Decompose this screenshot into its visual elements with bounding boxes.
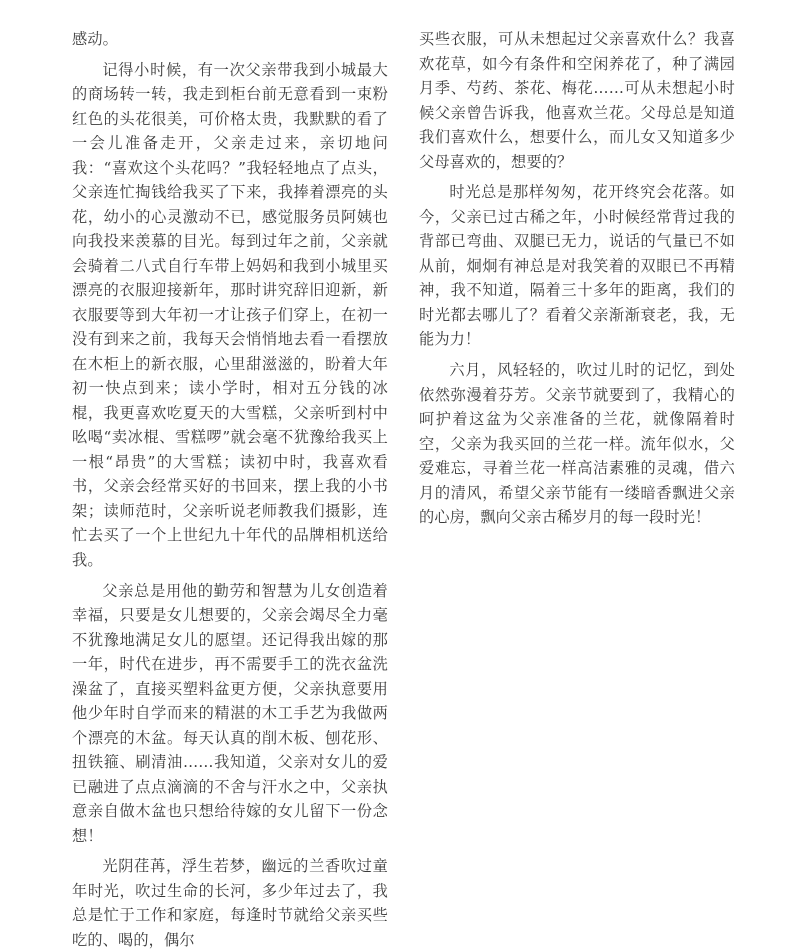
paragraph-continuation: 感动。 — [72, 30, 119, 48]
paragraph-fathers-day: 六月，风轻轻的，吹过儿时的记忆，到处依然弥漫着芬芳。父亲节就要到了，我精心的呵护着这盆为父亲准备的兰花，就像隔着时空，父亲为我买回的兰花一样。流年似水，父爱难忘，寻着兰花一样高洁素雅的灵魂，借六月的清风，希望父亲节能有一缕暗香飘进父亲的心房，飘向父亲古稀岁月的每一段时光！ — [419, 361, 735, 527]
paragraph-wooden-basin: 父亲总是用他的勤劳和智慧为儿女创造着幸福，只要是女儿想要的，父亲会竭尽全力毫不犹豫地满足女儿的愿望。还记得我出嫁的那一年，时代在进步，再不需要手工的洗衣盆洗澡盆了，直接买塑料盆更方便，父亲执意要用他少年时自学而来的精湛的木工手艺为我做两个漂亮的木盆。每天认真的削木板、刨花形、扭铁箍、刷清油……我知道，父亲对女儿的爱已融进了点点滴滴的不舍与汗水之中，父亲执意亲自做木盆也只想给待嫁的女儿留下一份念想！ — [72, 581, 388, 845]
paragraph-father-likes-orchids: 买些衣服，可从未想起过父亲喜欢什么？我喜欢花草，如今有条件和空闲养花了，种了满园月季、芍药、茶花、梅花……可从未想起小时候父亲曾告诉我，他喜欢兰花。父母总是知道我们喜欢什么，想要什么，而儿女又知道多少父母喜欢的，想要的？ — [419, 30, 735, 171]
left-column — [72, 27, 388, 952]
right-column — [419, 27, 735, 530]
paragraph-time-passes: 光阴荏苒，浮生若梦，幽远的兰香吹过童年时光，吹过生命的长河，多少年过去了，我总是忙于工作和家庭，每逢时节就给父亲买些吃的、喝的，偶尔 — [72, 857, 388, 949]
paragraph-father-aging: 时光总是那样匆匆，花开终究会花落。如今，父亲已过古稀之年，小时候经常背过我的背部已弯曲、双腿已无力，说话的气量已不如从前，炯炯有神总是对我笑着的双眼已不再精神，我不知道，隔着三十多年的距离，我们的时光都去哪儿了？看着父亲渐渐衰老，我，无能为力！ — [419, 183, 735, 349]
paragraph-childhood-memories: 记得小时候，有一次父亲带我到小城最大的商场转一转，我走到柜台前无意看到一束粉红色的头花很美，可价格太贵，我默默的看了一会儿准备走开，父亲走过来，亲切地问我：“喜欢这个头花吗？”我轻轻地点了点头，父亲连忙掏钱给我买了下来，我捧着漂亮的头花，幼小的心灵激动不已，感觉服务员阿姨也向我投来羡慕的目光。每到过年之前，父亲就会骑着二八式自行车带上妈妈和我到小城里买漂亮的衣服迎接新年，那时讲究辞旧迎新，新衣服要等到大年初一才让孩子们穿上，在初一没有到来之前，我每天会悄悄地去看一看摆放在木柜上的新衣服，心里甜滋滋的，盼着大年初一快点到来；读小学时，相对五分钱的冰棍，我更喜欢吃夏天的大雪糕，父亲听到村中吆喝“卖冰棍、雪糕啰”就会毫不犹豫给我买上一根“昂贵”的大雪糕；读初中时，我喜欢看书，父亲会经常买好的书回来，摆上我的小书架；读师范时，父亲听说老师教我们摄影，连忙去买了一个上世纪九十年代的品牌相机送给我。 — [72, 60, 388, 569]
